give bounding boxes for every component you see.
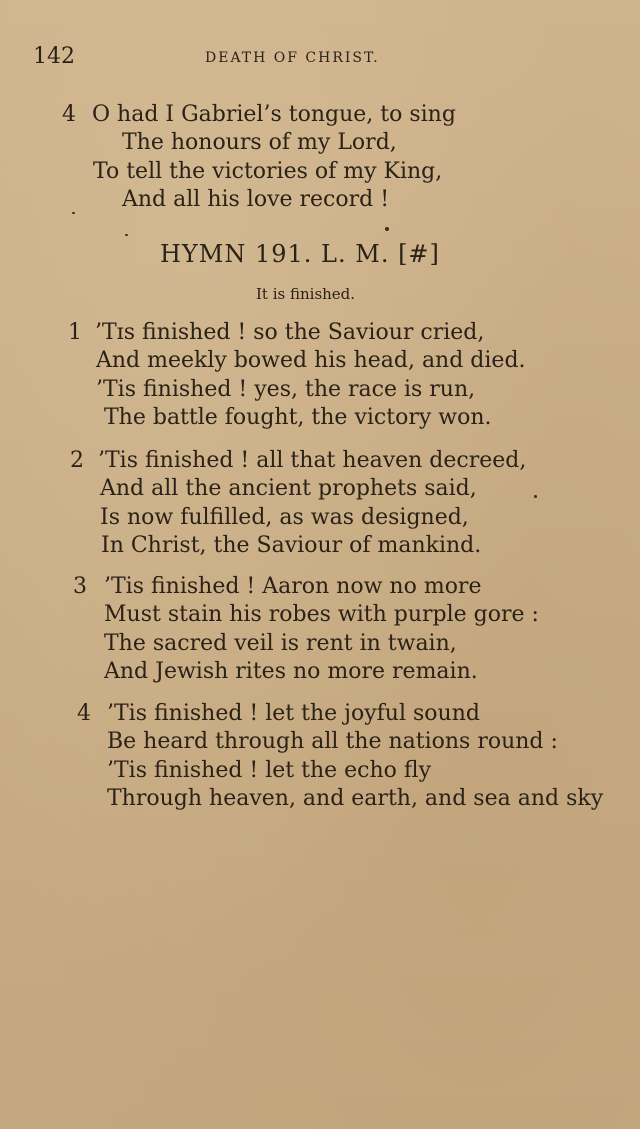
stanza-line: ’Tis finished ! let the joyful sound <box>107 701 480 726</box>
ink-speck <box>534 495 537 498</box>
stanza-line: Must stain his robes with purple gore : <box>104 602 539 627</box>
hymn-subtitle: It is finished. <box>256 285 356 303</box>
stanza-line: ’Tis finished ! Aaron now no more <box>104 574 482 599</box>
stanza-line: Be heard through all the nations round : <box>107 729 558 754</box>
prev-stanza-number: 4 <box>62 102 76 127</box>
running-title: DEATH OF CHRIST. <box>205 50 380 66</box>
prev-stanza-line: To tell the victories of my King, <box>93 159 443 184</box>
stanza-line: ’Tis finished ! let the echo fly <box>107 758 432 783</box>
ink-speck <box>385 227 389 231</box>
prev-stanza-line: O had I Gabriel’s tongue, to sing <box>92 102 456 127</box>
hymn-title: HYMN 191. L. M. [#] <box>160 240 440 268</box>
stanza-line: The battle fought, the victory won. <box>104 405 492 430</box>
ink-speck <box>72 212 75 214</box>
stanza-line: In Christ, the Saviour of mankind. <box>101 533 482 558</box>
stanza-line: And meekly bowed his head, and died. <box>96 348 526 373</box>
stanza-line: Through heaven, and earth, and sea and sky <box>107 786 604 811</box>
prev-stanza-line: And all his love record ! <box>122 187 390 212</box>
stanza-number: 2 <box>70 448 84 473</box>
stanza-number: 1 <box>68 320 82 345</box>
prev-stanza-line: The honours of my Lord, <box>122 130 397 155</box>
stanza-line: Is now fulfilled, as was designed, <box>100 505 469 530</box>
stanza-line: And all the ancient prophets said, <box>100 476 477 501</box>
stanza-number: 3 <box>73 574 87 599</box>
stanza-line: And Jewish rites no more remain. <box>104 659 478 684</box>
stanza-line: ’Tis finished ! yes, the race is run, <box>96 377 476 402</box>
ink-speck <box>125 234 128 236</box>
stanza-line: ’Tɪs finished ! so the Saviour cried, <box>95 320 485 345</box>
stanza-number: 4 <box>77 701 91 726</box>
stanza-line: The sacred veil is rent in twain, <box>104 631 457 656</box>
stanza-line: ’Tis finished ! all that heaven decreed, <box>98 448 527 473</box>
page-number: 142 <box>33 44 75 69</box>
